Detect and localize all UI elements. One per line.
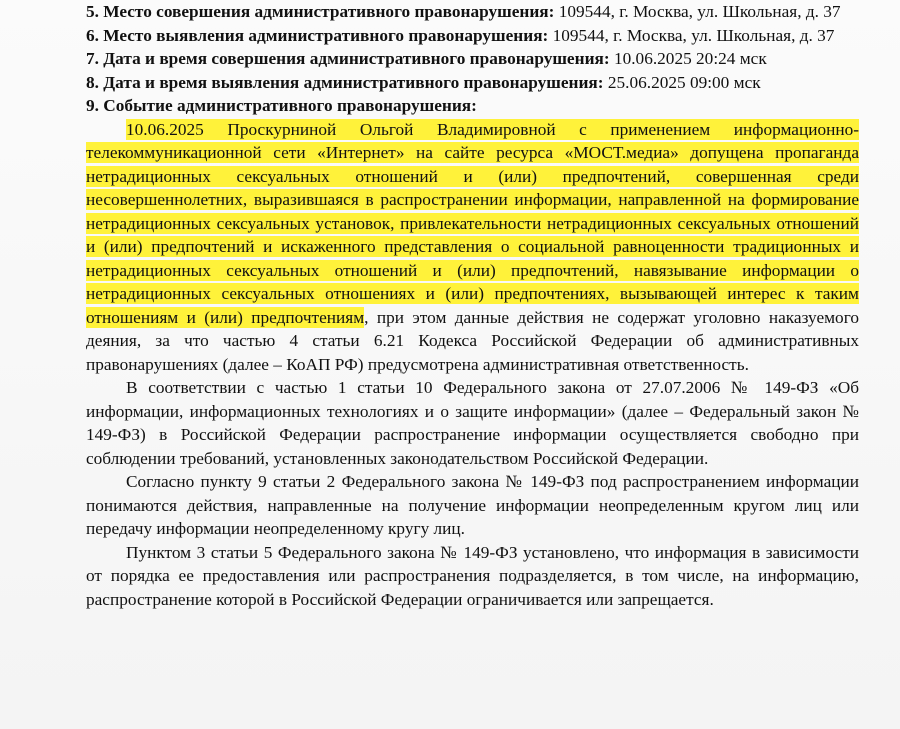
- item-5-offense-place: [86, 0, 859, 24]
- item-number: 7.: [86, 49, 99, 68]
- item-label: Дата и время выявления административного правонарушения:: [103, 72, 604, 92]
- item-7-offense-datetime: [86, 47, 859, 71]
- item-8-detection-datetime: [86, 71, 859, 95]
- item-label: Место выявления административного правонарушения:: [103, 25, 549, 45]
- highlighted-text: 10.06.2025 Проскурниной Ольгой Владимировной с применением информационно-телекоммуникационной сети «Интернет» на сайте ресурса «МОСТ.медиа» допущена пропаганда нетрадиционных сексуальных отношений и (или) предпочтений, совершенная среди несовершеннолетних, выразившаяся в распространении информации, направленной на формирование нетрадиционных сексуальных установок, привлекательности нетрадиционных сексуальных отношений и (или) предпочтений и искаженного представления о социальной равноценности традиционных и нетрадиционных сексуальных отношений и (или) предпочтений, навязывание информации о нетрадиционных сексуальных отношениях и (или) предпочтениях, вызывающей интерес к таким отношениям и (или) предпочтениям: [86, 119, 859, 327]
- item-label: Дата и время совершения административного правонарушения:: [103, 49, 610, 68]
- item-9-offense-event: [86, 94, 859, 118]
- item-number: 6.: [86, 25, 99, 45]
- item-value: 109544, г. Москва, ул. Школьная, д. 37: [552, 25, 835, 45]
- item-value: 25.06.2025 09:00 мск: [607, 72, 761, 92]
- paragraph-law-article-10: В соответствии с частью 1 статьи 10 Федерального закона от 27.07.2006 № 149-ФЗ «Об информации, информационных технологиях и о защите информации» (далее – Федеральный закон № 149-ФЗ) в Российской Федерации распространение информации осуществляется свободно при соблюдении требований, установленных законодательством Российской Федерации.: [86, 378, 859, 468]
- event-text-rest: , при этом данные действия не содержат уголовно наказуемого деяния, за что частью 4 статьи 6.21 Кодекса Российской Федерации об административных правонарушениях (далее – КоАП РФ) предусмотрена административная ответственность.: [86, 307, 859, 374]
- item-6-detection-place: [86, 24, 859, 48]
- item-number: 9.: [86, 96, 99, 115]
- item-number: 5.: [86, 2, 99, 21]
- document-body: [86, 0, 859, 611]
- item-number: 8.: [86, 72, 99, 92]
- paragraph-law-article-5: Пунктом 3 статьи 5 Федерального закона № 149-ФЗ установлено, что информация в зависимости от порядка ее предоставления или распространения подразделяется, в том числе, на информацию, распространение которой в Российской Федерации ограничивается или запрещается.: [86, 542, 859, 609]
- item-value: 10.06.2025 20:24 мск: [613, 49, 767, 68]
- paragraph-law-article-2: Согласно пункту 9 статьи 2 Федерального закона № 149-ФЗ под распространением информации понимаются действия, направленные на получение информации неопределенным кругом лиц или передачу информации неопределенному кругу лиц.: [86, 472, 859, 538]
- item-label: Место совершения административного правонарушения:: [103, 2, 555, 21]
- event-description: [86, 118, 859, 377]
- item-value: 109544, г. Москва, ул. Школьная, д. 37: [558, 2, 841, 21]
- item-label: Событие административного правонарушения:: [103, 96, 477, 115]
